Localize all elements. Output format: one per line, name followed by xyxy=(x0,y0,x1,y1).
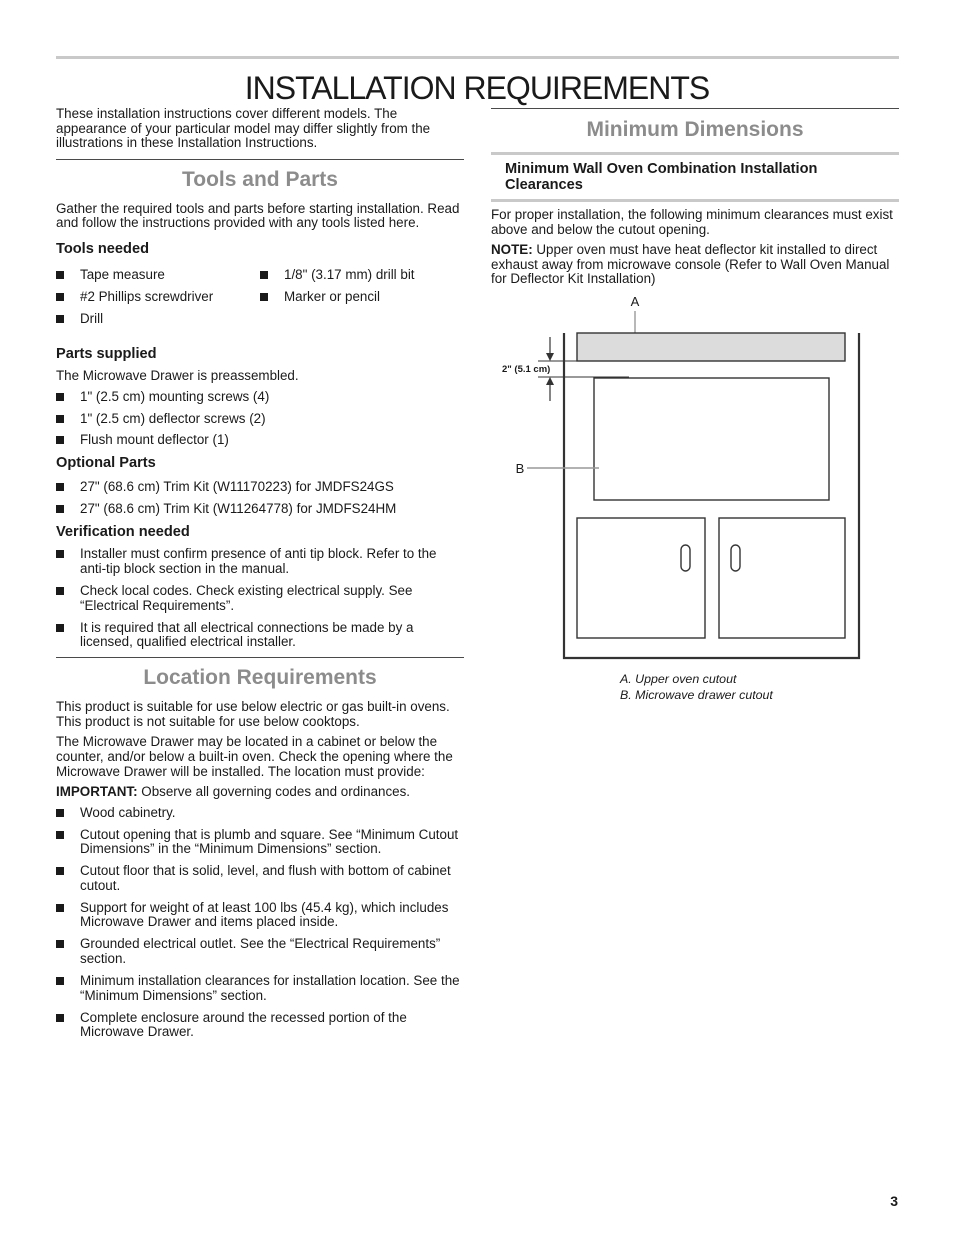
tools-needed-list xyxy=(56,268,464,340)
list-item: Wood cabinetry. xyxy=(56,806,464,821)
clearance-diagram xyxy=(491,293,899,703)
tools-and-parts-heading: Tools and Parts xyxy=(182,167,338,191)
note-text: Upper oven must have heat deflector kit installed to direct exhaust away from microwave console (Refer to Wall Oven Manual for Deflector Kit Installation) xyxy=(491,242,890,287)
dimension-label: 2" (5.1 cm) xyxy=(502,363,551,375)
section-divider xyxy=(56,657,464,658)
page-number: 3 xyxy=(890,1193,898,1209)
minimum-dimensions-heading: Minimum Dimensions xyxy=(586,118,804,141)
square-bullet-icon xyxy=(56,624,64,632)
list-item: Minimum installation clearances for installation location. See the “Minimum Dimensions” section. xyxy=(56,974,464,1003)
square-bullet-icon xyxy=(56,940,64,948)
list-item: Marker or pencil xyxy=(260,290,464,305)
intro-paragraph: These installation instructions cover different models. The appearance of your particular model may differ slightly from the illustrations in these Installation Instructions. xyxy=(56,106,431,151)
verification-list xyxy=(56,547,464,649)
left-door-handle-icon xyxy=(681,545,690,571)
square-bullet-icon xyxy=(56,831,64,839)
list-item: Grounded electrical outlet. See the “Electrical Requirements” section. xyxy=(56,937,464,966)
list-item: 27" (68.6 cm) Trim Kit (W11264778) for JMDFS24HM xyxy=(56,502,464,517)
square-bullet-icon xyxy=(56,271,64,279)
clearances-paragraph: For proper installation, the following minimum clearances must exist above and below the cutout opening. xyxy=(491,207,893,237)
square-bullet-icon xyxy=(56,904,64,912)
list-item: It is required that all electrical connections be made by a licensed, qualified electrical installer. xyxy=(56,621,464,650)
optional-parts-list xyxy=(56,480,464,517)
list-item: Cutout floor that is solid, level, and flush with bottom of cabinet cutout. xyxy=(56,864,464,893)
page-title: INSTALLATION REQUIREMENTS xyxy=(244,70,710,106)
list-item: 1/8" (3.17 mm) drill bit xyxy=(260,268,464,283)
tools-col-2 xyxy=(260,268,464,334)
list-item: Complete enclosure around the recessed portion of the Microwave Drawer. xyxy=(56,1011,464,1040)
top-rule xyxy=(56,56,899,59)
left-cabinet-door xyxy=(577,518,705,638)
right-cabinet-door xyxy=(719,518,845,638)
list-item: Flush mount deflector (1) xyxy=(56,433,464,448)
list-item: 1" (2.5 cm) mounting screws (4) xyxy=(56,390,464,405)
right-door-handle-icon xyxy=(731,545,740,571)
important-text: Observe all governing codes and ordinances. xyxy=(137,784,411,800)
microwave-drawer-cutout xyxy=(594,378,829,500)
square-bullet-icon xyxy=(56,315,64,323)
deflector-note xyxy=(491,243,899,287)
cabinet-illustration xyxy=(491,293,899,673)
location-para-1: This product is suitable for use below electric or gas built-in ovens. This product is not suitable for use below cooktops. xyxy=(56,699,450,729)
square-bullet-icon xyxy=(56,977,64,985)
upper-oven-cutout xyxy=(577,333,845,361)
square-bullet-icon xyxy=(56,587,64,595)
caption-b: B. Microwave drawer cutout xyxy=(620,687,773,702)
verification-needed-heading: Verification needed xyxy=(56,524,190,541)
section-divider xyxy=(491,108,899,109)
square-bullet-icon xyxy=(56,550,64,558)
tools-needed-heading: Tools needed xyxy=(56,240,149,257)
location-requirements-heading: Location Requirements xyxy=(143,666,377,690)
list-item: 27" (68.6 cm) Trim Kit (W11170223) for JMDFS24GS xyxy=(56,480,464,495)
location-requirements-list xyxy=(56,806,464,1040)
square-bullet-icon xyxy=(56,809,64,817)
parts-supplied-heading: Parts supplied xyxy=(56,345,157,362)
square-bullet-icon xyxy=(56,483,64,491)
label-b: B xyxy=(515,460,525,476)
note-label: NOTE: xyxy=(491,242,533,258)
square-bullet-icon xyxy=(56,293,64,301)
square-bullet-icon xyxy=(56,505,64,513)
list-item: 1" (2.5 cm) deflector screws (2) xyxy=(56,412,464,427)
square-bullet-icon xyxy=(56,1014,64,1022)
arrow-up-head xyxy=(546,377,554,385)
square-bullet-icon xyxy=(260,293,268,301)
list-item: Drill xyxy=(56,312,260,327)
left-column xyxy=(56,107,464,1047)
subsection-divider xyxy=(491,152,899,155)
tools-col-1 xyxy=(56,268,260,334)
cabinet-outline xyxy=(564,333,859,658)
square-bullet-icon xyxy=(56,867,64,875)
clearances-subheading: Minimum Wall Oven Combination Installation Clearances xyxy=(505,161,818,193)
location-para-2: The Microwave Drawer may be located in a cabinet or below the counter, and/or below a built-in oven. Check the opening where the Microwave Drawer will be installed. The location must provide: xyxy=(56,734,453,779)
list-item: Check local codes. Check existing electrical supply. See “Electrical Requirements”. xyxy=(56,584,464,613)
arrow-down-head xyxy=(546,353,554,361)
list-item: Installer must confirm presence of anti tip block. Refer to the anti-tip block section in the manual. xyxy=(56,547,464,576)
list-item: #2 Phillips screwdriver xyxy=(56,290,260,305)
subsection-divider xyxy=(491,199,899,202)
section-divider xyxy=(56,159,464,160)
important-note xyxy=(56,785,464,800)
important-label: IMPORTANT: xyxy=(56,784,138,800)
square-bullet-icon xyxy=(56,415,64,423)
optional-parts-heading: Optional Parts xyxy=(56,455,156,472)
label-a: A xyxy=(630,293,640,309)
list-item: Cutout opening that is plumb and square. See “Minimum Cutout Dimensions” in the “Minimum Dimensions” section. xyxy=(56,828,464,857)
square-bullet-icon xyxy=(56,393,64,401)
parts-supplied-text: The Microwave Drawer is preassembled. xyxy=(56,367,299,383)
list-item: Support for weight of at least 100 lbs (45.4 kg), which includes Microwave Drawer and items placed inside. xyxy=(56,901,464,930)
list-item: Tape measure xyxy=(56,268,260,283)
parts-supplied-list xyxy=(56,390,464,449)
right-column xyxy=(491,107,899,703)
square-bullet-icon xyxy=(56,436,64,444)
square-bullet-icon xyxy=(260,271,268,279)
tools-and-parts-intro: Gather the required tools and parts before starting installation. Read and follow the instructions provided with any tools listed here. xyxy=(56,200,460,231)
caption-a: A. Upper oven cutout xyxy=(620,671,737,686)
